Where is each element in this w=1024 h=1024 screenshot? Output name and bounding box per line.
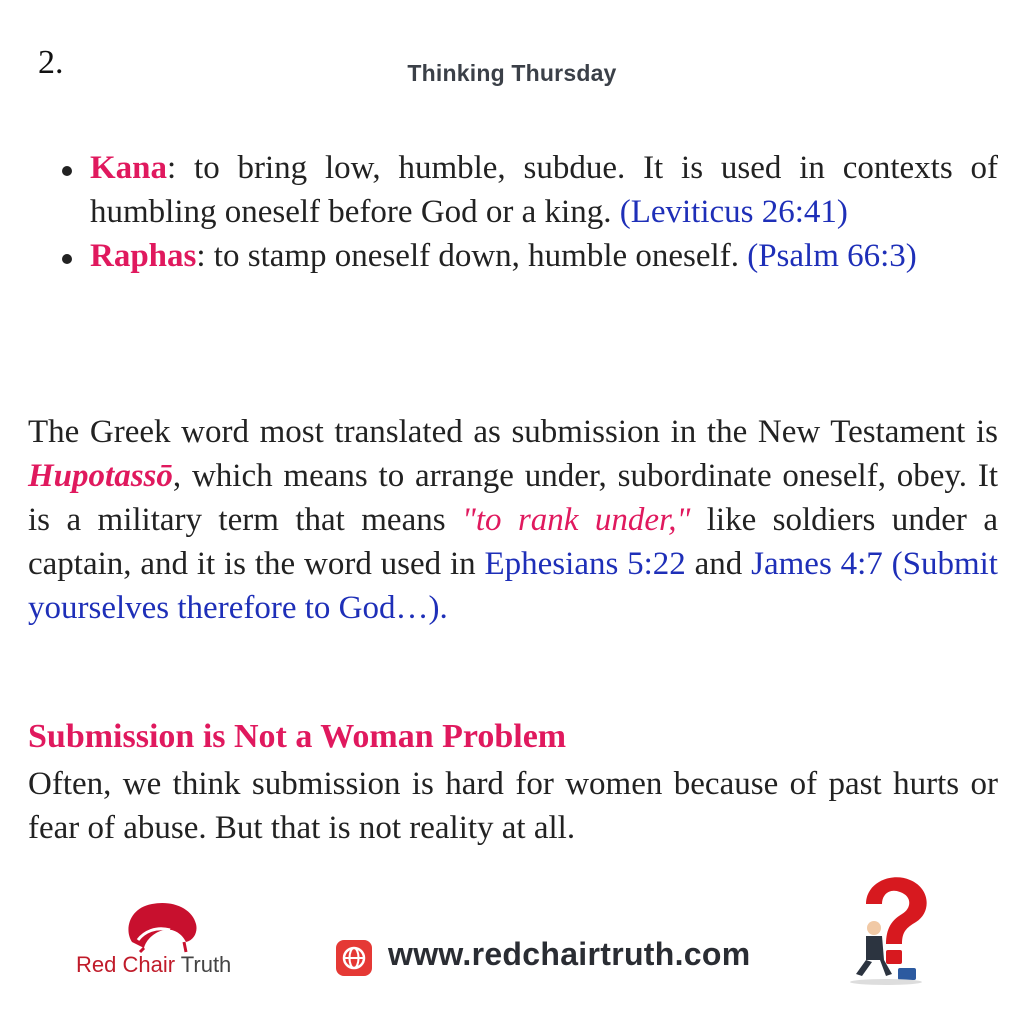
section-text: Often, we think submission is hard for women because of past hurts or fear of abuse. But that is not reality at all. xyxy=(28,766,998,846)
definition-text: : to stamp oneself down, humble oneself. xyxy=(196,238,748,274)
definition-list xyxy=(56,146,998,278)
section-heading: Submission is Not a Woman Problem xyxy=(28,718,567,755)
scripture-reference: James 4:7 (Submit yourselves therefore to God…). xyxy=(28,546,998,626)
quote-text: "to rank under," xyxy=(462,502,691,538)
greek-term: Hupotassō xyxy=(28,458,173,494)
bullet-dot-icon xyxy=(62,254,72,264)
logo-text-red: Red Chair xyxy=(76,952,176,977)
logo-text xyxy=(76,952,231,978)
list-item xyxy=(56,146,998,234)
paragraph-text: and xyxy=(685,546,752,582)
bullet-dot-icon xyxy=(62,166,72,176)
hebrew-term: Raphas xyxy=(90,238,197,274)
scripture-reference: Ephesians 5:22 xyxy=(484,546,686,582)
paragraph-text: The Greek word most translated as submission in the New Testament is xyxy=(28,414,998,450)
header-title: Thinking Thursday xyxy=(407,60,617,86)
scripture-reference: (Leviticus 26:41) xyxy=(619,194,848,230)
definition-text: : to bring low, humble, subdue. It is used in contexts of humbling oneself before God or a king. xyxy=(90,150,998,230)
list-item xyxy=(56,234,998,278)
globe-icon xyxy=(336,940,372,976)
hebrew-term: Kana xyxy=(90,150,168,186)
paragraph-text: , which means to arrange under, subordinate oneself, obey. It is a military term that means xyxy=(28,458,998,538)
scripture-reference: (Psalm 66:3) xyxy=(747,238,917,274)
body-paragraph xyxy=(28,410,998,630)
logo-text-dark: Truth xyxy=(180,952,232,977)
question-mark-person-icon xyxy=(836,870,946,990)
website-link[interactable]: www.redchairtruth.com xyxy=(388,936,751,972)
paragraph-text: like soldiers under a captain, and it is the word used in xyxy=(28,502,998,582)
page-number: 2. xyxy=(38,44,64,81)
